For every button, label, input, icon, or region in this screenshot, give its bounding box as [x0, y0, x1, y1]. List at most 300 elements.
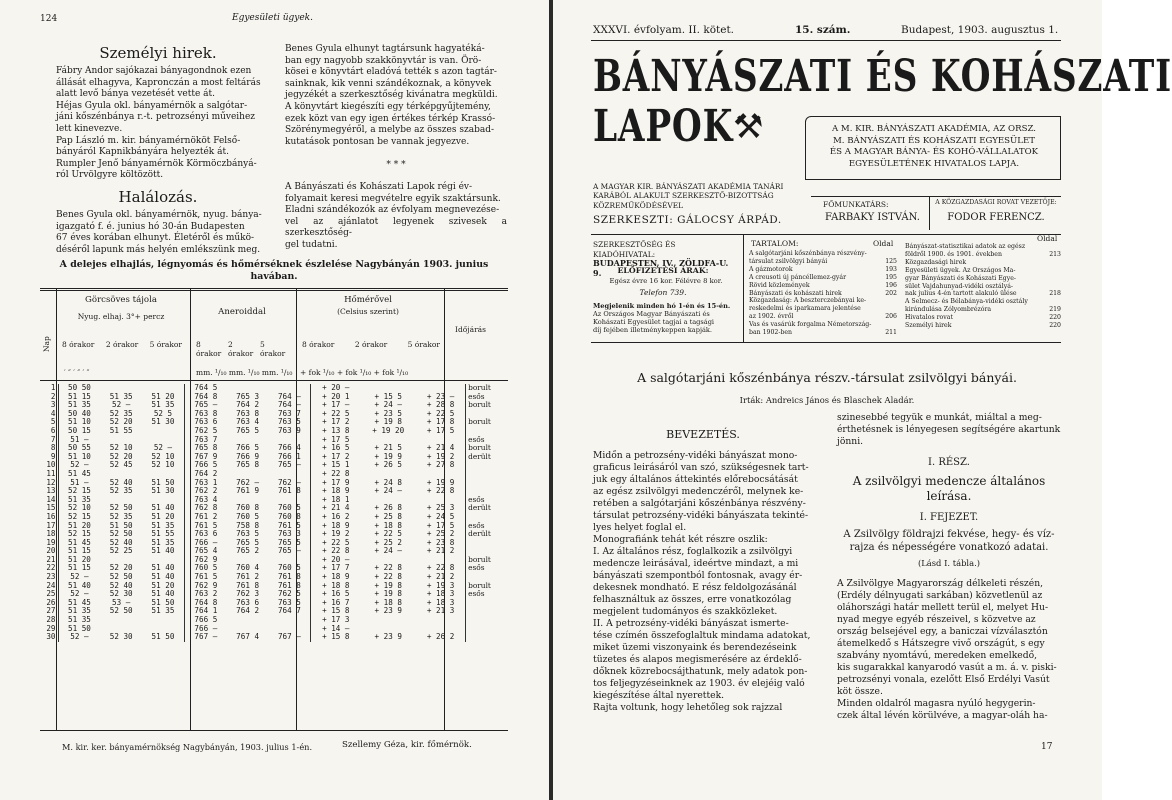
- value-cell: 763 6: [194, 417, 218, 427]
- value-cell: 53 —: [112, 597, 131, 607]
- value-cell: 51 15: [68, 546, 91, 556]
- value-cell: 51 50: [109, 520, 133, 530]
- value-cell: 51 10: [68, 417, 91, 427]
- text-line: érthetésnek is lényegesen segítségére akartunk: [837, 424, 1061, 435]
- masthead-title: BÁNYÁSZATI ÉS KOHÁSZATI: [593, 51, 1172, 102]
- toc-title: TARTALOM:: [751, 239, 799, 248]
- value-cell: 764 8: [194, 391, 218, 401]
- value-cell: + 17 2: [322, 417, 350, 427]
- value-cell: 52 30: [109, 589, 133, 599]
- value-cell: 766 4: [268, 444, 310, 453]
- value-cell: 764 —: [268, 401, 310, 410]
- day-cell: 28: [40, 616, 58, 625]
- text-line: kis sugarakkal kanyarodó vasút a m. á. v. piski-: [837, 662, 1057, 673]
- value-cell: 764 2: [236, 400, 260, 410]
- value-cell: 763 1: [194, 477, 218, 487]
- value-cell: + 22 8: [426, 486, 455, 496]
- toc-entry: Bányászat-statisztikai adatok az egész: [905, 243, 1026, 250]
- value-cell: 762 9: [194, 554, 218, 564]
- toc-entry: Közgazdasági hirek: [905, 258, 967, 266]
- value-cell: + 18 9: [322, 486, 350, 496]
- day-cell: 24: [40, 582, 58, 591]
- value-cell: + 18 1: [322, 494, 350, 504]
- value-cell: 760 8: [236, 503, 260, 513]
- toc-entry: társulat zsilvölgyi bányái 125: [749, 257, 897, 265]
- text-line: medencze leirásával, ideértve mindazt, a mi: [593, 558, 799, 569]
- toc-entry: Közgazdaság: A beszterczebányai ke-: [749, 297, 867, 305]
- value-cell: + 22 8: [426, 563, 455, 573]
- chapter-heading: I. FEJEZET.: [919, 512, 979, 523]
- weather-cell: borult: [466, 418, 508, 427]
- value-cell: 760 5: [236, 511, 260, 521]
- weather-cell: borult: [466, 556, 508, 565]
- section-asterisks: * * *: [386, 160, 406, 170]
- value-cell: 762 —: [236, 477, 260, 487]
- value-cell: 51 40: [142, 504, 184, 513]
- day-cell: 20: [40, 547, 58, 556]
- value-cell: 764 8: [194, 597, 218, 607]
- value-cell: + 22 8: [374, 572, 402, 582]
- value-cell: 52 —: [142, 444, 184, 453]
- text-line: átemelkedő s Hátszegre vivő országút, s egy: [837, 638, 1045, 649]
- value-cell: 763 9: [268, 427, 310, 436]
- header-day: Nap: [42, 336, 51, 352]
- table-row: [40, 487, 508, 496]
- obituary-body: Benes Gyula okl. bányamérnök, nyug. bánya- igazgató f. é. junius hó 30-án Budapesten 67 éves korában elhunyt. Életéről és műkö- déséről lapunk más helyén emlékszünk meg.: [56, 210, 262, 255]
- value-cell: 766 9: [236, 451, 260, 461]
- subscription-title: ELŐFIZETÉSI ÁRAK:: [617, 266, 709, 275]
- econ-name: FODOR FERENCZ.: [947, 212, 1045, 223]
- value-cell: 762 9: [194, 580, 218, 590]
- header-units-aneroid: mm. ¹/₁₀ mm. ¹/₁₀ mm. ¹/₁₀: [196, 368, 293, 377]
- value-cell: + 19 20: [372, 425, 405, 435]
- toc-entry: Személyi hirek 220: [905, 322, 1061, 330]
- weather-cell: esős: [466, 496, 508, 505]
- table-row: [40, 427, 508, 436]
- day-cell: 7: [40, 436, 58, 445]
- value-cell: + 24 —: [374, 486, 402, 496]
- value-cell: + 18 8: [374, 520, 402, 530]
- hammer-icon: ⚒: [733, 107, 764, 147]
- day-cell: 13: [40, 487, 58, 496]
- office-address: SZERKESZTŐSÉG ÉS KIADÓHIVATAL: BUDAPESTEN, IV., ZÖLDFA-U. 9.: [593, 240, 729, 278]
- value-cell: + 16 2: [322, 511, 350, 521]
- value-cell: 51 50: [68, 623, 91, 633]
- value-cell: 765 5: [236, 425, 260, 435]
- personal-news-title: Személyi hirek.: [99, 44, 217, 62]
- text-line: társulat petrozsény-vidéki bányászata tekinté-: [593, 510, 809, 521]
- value-cell: 51 10: [68, 451, 91, 461]
- value-cell: + 17 5: [322, 434, 350, 444]
- value-cell: 762 3: [236, 589, 260, 599]
- col2-body: [837, 578, 1061, 722]
- value-cell: [227, 616, 269, 625]
- value-cell: + 24 —: [374, 546, 402, 556]
- article-authors: Irták: Andreics János és Blaschek Aladár.: [739, 395, 915, 405]
- value-cell: 765 2: [236, 546, 260, 556]
- text-line: megjelent tudományos és szakközleket.: [593, 606, 778, 617]
- footer-signature-place: M. kir. ker. bányamérnökség Nagybányán, 1903. julius 1-én.: [62, 742, 313, 752]
- value-cell: 51 15: [68, 391, 91, 401]
- value-cell: 761 8: [268, 573, 310, 582]
- day-cell: 19: [40, 539, 58, 548]
- value-cell: 763 5: [236, 529, 260, 539]
- day-cell: 27: [40, 607, 58, 616]
- value-cell: + 24 5: [426, 511, 455, 521]
- text-line: I. Az általános rész, foglalkozik a zsilvölgyi: [593, 546, 793, 557]
- value-cell: 51 40: [142, 590, 184, 599]
- value-cell: 51 —: [70, 477, 89, 487]
- value-cell: 52 —: [70, 589, 89, 599]
- value-cell: 766 —: [194, 623, 218, 633]
- day-cell: 9: [40, 453, 58, 462]
- value-cell: + 22 8: [374, 563, 402, 573]
- right-page: [553, 0, 1172, 800]
- value-cell: 765 5: [268, 539, 310, 548]
- value-cell: + 22 5: [374, 529, 402, 539]
- value-cell: 763 8: [236, 408, 260, 418]
- value-cell: 762 5: [268, 590, 310, 599]
- weather-cell: [466, 479, 508, 488]
- value-cell: + 15 8: [322, 632, 350, 642]
- weather-cell: [466, 607, 508, 616]
- value-cell: 52 10: [109, 443, 133, 453]
- left-running-head: Egyesületi ügyek.: [232, 13, 313, 23]
- observation-table-title: A delejes elhajlás, légnyomás és hőmérséknek észlelése Nagybányán 1903. junius havában.: [59, 259, 489, 282]
- text-line: czek által lévén körülvéve, a magyar-oláh ha-: [837, 710, 1048, 721]
- value-cell: 52 50: [109, 529, 133, 539]
- value-cell: 51 35: [109, 391, 133, 401]
- value-cell: 767 —: [194, 632, 218, 642]
- day-cell: 4: [40, 410, 58, 419]
- value-cell: [100, 616, 142, 625]
- toc-page-label-2: Oldal: [1037, 234, 1058, 243]
- weather-cell: [466, 461, 508, 470]
- value-cell: 52 10: [68, 503, 91, 513]
- value-cell: 52 35: [109, 486, 133, 496]
- value-cell: 763 3: [268, 530, 310, 539]
- value-cell: 51 40: [142, 564, 184, 573]
- value-cell: 52 5: [142, 410, 184, 419]
- value-cell: 51 35: [68, 606, 91, 616]
- text-line: Rajta voltunk, hogy lehetőleg sok rajzzal: [593, 702, 783, 713]
- value-cell: 51 35: [142, 401, 184, 410]
- article-title: A salgótarjáni kőszénbánya részv.-társulat zsilvölgyi bányái.: [637, 370, 1017, 385]
- value-cell: + 19 8: [374, 589, 402, 599]
- observation-table: [40, 384, 508, 642]
- value-cell: 760 8: [268, 513, 310, 522]
- weather-cell: esős: [466, 522, 508, 531]
- value-cell: 51 55: [142, 530, 184, 539]
- editor-line: SZERKESZTI: GÁLOCSY ÁRPÁD.: [593, 214, 782, 226]
- value-cell: + 20 1: [322, 391, 350, 401]
- value-cell: 766 5: [236, 443, 260, 453]
- value-cell: 51 15: [68, 563, 91, 573]
- toc-entry: Hivatalos rovat 220: [905, 314, 1061, 322]
- value-cell: 765 5: [236, 537, 260, 547]
- value-cell: 762 —: [268, 479, 310, 488]
- value-cell: 52 40: [109, 580, 133, 590]
- header-aneroid: Aneroiddal: [218, 307, 266, 317]
- part-one-heading: I. RÉSZ.: [928, 457, 970, 468]
- value-cell: + 25 2: [426, 529, 455, 539]
- value-cell: 52 20: [109, 563, 133, 573]
- toc-entry: Rövid közlemények 196: [749, 281, 897, 289]
- text-line: graficus leirásáról van szó, szükségesnek tart-: [593, 462, 809, 473]
- text-line: kiegészítése által nyerettek.: [593, 690, 725, 701]
- value-cell: + 26 5: [374, 460, 402, 470]
- econ-label: A KÖZGAZDASÁGI ROVAT VEZETŐJE:: [935, 199, 1057, 206]
- value-cell: + 15 5: [374, 391, 402, 401]
- value-cell: 51 35: [142, 522, 184, 531]
- weather-cell: derült: [466, 504, 508, 513]
- day-cell: 25: [40, 590, 58, 599]
- value-cell: 761 9: [236, 486, 260, 496]
- value-cell: 765 —: [268, 547, 310, 556]
- text-line: dekesnek mondható. E rész feldolgozásánál: [593, 582, 797, 593]
- day-cell: 1: [40, 384, 58, 393]
- value-cell: + 16 7: [322, 597, 350, 607]
- header-hours-compass: 8 órakor 2 órakor 5 órakor: [62, 340, 182, 349]
- issue-date: Budapest, 1903. augusztus 1.: [901, 24, 1059, 36]
- value-cell: 764 2: [236, 606, 260, 616]
- value-cell: + 21 4: [322, 503, 350, 513]
- org-statement: A M. KIR. BÁNYÁSZATI AKADÉMIA, AZ ORSZ. M. BÁNYÁSZATI ÉS KOHÁSZATI EGYESÜLET ÉS A MAGYAR BÁNYA- ÉS KOHÓ-VÁLLALATOK EGYESÜLETÉNEK HIVATALOS LAPJA.: [829, 124, 1039, 169]
- day-cell: 2: [40, 393, 58, 402]
- value-cell: 52 15: [68, 529, 91, 539]
- toc-entry: sület Vajdahunyad-vidéki osztályá-: [905, 282, 1013, 290]
- value-cell: + 15 8: [322, 606, 350, 616]
- value-cell: 763 6: [194, 529, 218, 539]
- value-cell: 762 8: [194, 503, 218, 513]
- value-cell: 51 40: [142, 547, 184, 556]
- value-cell: 51 20: [142, 393, 184, 402]
- text-line: tüzetes és alapos megismerésére az érdeklő-: [593, 654, 802, 665]
- left-page-number: 124: [40, 14, 58, 24]
- value-cell: 766 —: [194, 537, 218, 547]
- right-page-number: 17: [1041, 742, 1053, 752]
- weather-cell: [466, 625, 508, 634]
- value-cell: 760 5: [268, 504, 310, 513]
- value-cell: + 25 8: [374, 511, 402, 521]
- value-cell: 51 20: [68, 520, 91, 530]
- text-line: juk egy általános áttekintés előrebocsátását: [593, 474, 798, 485]
- value-cell: + 16 5: [322, 443, 350, 453]
- value-cell: + 18 3: [426, 589, 455, 599]
- header-declination: Nyug. elhaj. 3°+ percz: [77, 312, 165, 321]
- value-cell: 763 4: [236, 417, 260, 427]
- value-cell: + 18 3: [426, 597, 455, 607]
- value-cell: + 23 —: [426, 391, 455, 401]
- value-cell: 51 35: [142, 607, 184, 616]
- weather-cell: esős: [466, 590, 508, 599]
- value-cell: 51 30: [142, 487, 184, 496]
- table-reference: (Lásd I. tábla.): [917, 558, 981, 568]
- value-cell: 761 8: [268, 487, 310, 496]
- founded-statement: A MAGYAR KIR. BÁNYÁSZATI AKADÉMIA TANÁRI KARÁBÓL ALAKULT SZERKESZTŐ-BIZOTTSÁG KÖZREMŰKÖDÉSÉVEL: [593, 182, 784, 210]
- value-cell: + 23 8: [426, 537, 455, 547]
- chief-label: FŐMUNKATÁRS:: [823, 200, 889, 209]
- value-cell: 763 2: [194, 589, 218, 599]
- chief-name: FARBAKY ISTVÁN.: [825, 212, 920, 223]
- value-cell: 760 5: [194, 563, 218, 573]
- weather-cell: esős: [466, 564, 508, 573]
- value-cell: + 21 4: [426, 443, 455, 453]
- value-cell: 51 45: [68, 537, 91, 547]
- value-cell: 50 50: [68, 383, 91, 392]
- text-line: az egész zsilvölgyi medenczéről, melynek ke-: [593, 486, 804, 497]
- value-cell: 51 50: [142, 599, 184, 608]
- toc-entry: Egyesületi ügyek. Az Országos Ma-: [905, 266, 1016, 274]
- personal-news-body: Fábry Andor sajókazai bányagondnok ezen állását elhagyva, Kapronczán a most feltárás alatt levő bánya vezetését vette át. Héjas Gyula okl. bányamérnök a salgótar- jáni kőszénbánya r.-t. petrozsényi műveihez lett kinevezve. Pap László m. kir. bányamérnököt Felső- bányáról Kapnikbányára helyezték át. Rumpler Jenő bányamérnök Körmöczbányá- ról Urvölgyre költözött.: [56, 66, 261, 181]
- value-cell: 52 20: [109, 451, 133, 461]
- table-row: [40, 616, 508, 625]
- day-cell: 29: [40, 625, 58, 634]
- weather-cell: borult: [466, 582, 508, 591]
- value-cell: 51 55: [109, 425, 133, 435]
- value-cell: 761 5: [194, 572, 218, 582]
- value-cell: + 20 —: [322, 554, 350, 564]
- day-cell: 14: [40, 496, 58, 505]
- value-cell: + 17 5: [426, 520, 455, 530]
- value-cell: + 17 2: [322, 451, 350, 461]
- value-cell: 765 3: [236, 391, 260, 401]
- table-row: [40, 547, 508, 556]
- chapter-title: A Zsilvölgy földrajzi fekvése, hegy- és víz- rajza és népességére vonatkozó adatai.: [843, 529, 1055, 553]
- value-cell: 766 5: [194, 460, 218, 470]
- value-cell: 51 20: [68, 554, 91, 564]
- value-cell: + 17 5: [426, 425, 455, 435]
- text-line: bányászati szempontból fontosnak, avagy ér-: [593, 570, 803, 581]
- text-line: nyad megye egyéb részeivel, s közvetve az: [837, 614, 1036, 625]
- text-line: felhasználtuk az összes, erre vonatkozólag: [593, 594, 792, 605]
- value-cell: 52 35: [109, 511, 133, 521]
- value-cell: 52 40: [109, 477, 133, 487]
- header-celsius: (Celsius szerint): [337, 307, 399, 316]
- toc-entry: gyar Bányászati és Kohászati Egye-: [905, 274, 1016, 282]
- weather-cell: borult: [466, 444, 508, 453]
- toc-entry: reskedelmi és iparkamara jelentése: [749, 305, 861, 313]
- value-cell: + 23 9: [374, 632, 402, 642]
- text-line: oláhországi határ mellett terül el, melyet Hu-: [837, 602, 1049, 613]
- subscription-prices: Egész évre 16 kor. Félévre 8 kor.: [609, 277, 723, 285]
- day-cell: 11: [40, 470, 58, 479]
- text-line: Midőn a petrozsény-vidéki bányászat mono-: [593, 450, 798, 461]
- weather-cell: esős: [466, 436, 508, 445]
- day-cell: 16: [40, 513, 58, 522]
- masthead-lapok: LAPOK: [593, 101, 734, 152]
- value-cell: 764 1: [194, 606, 218, 616]
- value-cell: + 25 2: [374, 537, 402, 547]
- toc-page-label-1: Oldal: [873, 239, 894, 248]
- value-cell: + 18 8: [374, 597, 402, 607]
- value-cell: 767 —: [268, 633, 310, 642]
- value-cell: 50 15: [68, 425, 91, 435]
- header-compass: Görcsöves tájola: [85, 295, 157, 305]
- value-cell: 52 10: [142, 453, 184, 462]
- header-hours-aneroid: 8 órakor 2 órakor 5 órakor: [196, 340, 286, 358]
- toc-entry: A creusoti új páncéllemez-gyár 195: [749, 273, 897, 281]
- value-cell: 766 1: [268, 453, 310, 462]
- volume-label: XXXVI. évfolyam. II. kötet.: [593, 24, 735, 36]
- day-cell: 3: [40, 401, 58, 410]
- value-cell: + 19 8: [374, 417, 402, 427]
- library-notice: Benes Gyula elhunyt tagtársunk hagyatéká- ban egy nagyobb szakkönyvtár is van. Örö- kösei e könyvtárt eladóvá tették s azon tagtár- sainknak, kik venni szándékoznak, a könyvek jegyzékét a szerkesztőség kivánatra megküldi. A könyvtárt kiegészíti egy térképgyűjtemény, ezek közt van egy igen értékes térkép Krassó- Szörénymegyéről, a melybe az összes szabad- kutatások pontosan be vannak jegyezve.: [285, 44, 498, 147]
- value-cell: 50 55: [68, 443, 91, 453]
- value-cell: + 22 5: [426, 408, 455, 418]
- value-cell: 52 50: [109, 503, 133, 513]
- value-cell: 761 5: [194, 520, 218, 530]
- value-cell: 52 50: [109, 572, 133, 582]
- value-cell: + 19 2: [426, 451, 455, 461]
- value-cell: 52 —: [112, 400, 131, 410]
- text-line: retében a salgótarjáni kőszénbánya részvény-: [593, 498, 806, 509]
- value-cell: 52 35: [109, 408, 133, 418]
- value-cell: 50 40: [68, 408, 91, 418]
- day-cell: 18: [40, 530, 58, 539]
- value-cell: + 24 —: [374, 400, 402, 410]
- value-cell: 52 15: [68, 511, 91, 521]
- value-cell: 52 45: [109, 460, 133, 470]
- value-cell: + 28 8: [426, 400, 455, 410]
- value-cell: 51 40: [68, 580, 91, 590]
- value-cell: 761 5: [268, 522, 310, 531]
- part-one-title: A zsilvölgyi medencze általános leírása.: [852, 474, 1046, 503]
- value-cell: 762 5: [194, 425, 218, 435]
- text-line: tos feljegyzéseinknek az 1903. év elejéig való: [593, 678, 805, 689]
- value-cell: 52 —: [70, 460, 89, 470]
- toc-entry: ban 1902-ben 211: [749, 329, 897, 337]
- value-cell: 51 35: [68, 494, 91, 504]
- value-cell: 767 9: [194, 451, 218, 461]
- value-cell: + 18 9: [322, 520, 350, 530]
- header-weather: Időjárás: [455, 325, 486, 334]
- obituary-title: Halálozás.: [118, 188, 198, 206]
- value-cell: 51 30: [142, 418, 184, 427]
- value-cell: + 22 8: [322, 546, 350, 556]
- day-cell: 17: [40, 522, 58, 531]
- weather-cell: derült: [466, 530, 508, 539]
- value-cell: 764 5: [194, 383, 218, 392]
- value-cell: + 13 8: [322, 425, 350, 435]
- value-cell: 51 35: [142, 539, 184, 548]
- value-cell: + 19 9: [374, 451, 402, 461]
- value-cell: [142, 427, 184, 436]
- header-units-thermo: + fok ¹/₁₀ + fok ¹/₁₀ + fok ¹/₁₀: [300, 368, 409, 377]
- value-cell: 763 5: [268, 599, 310, 608]
- value-cell: 761 8: [268, 582, 310, 591]
- text-line: jönni.: [837, 436, 864, 447]
- value-cell: 760 5: [268, 564, 310, 573]
- value-cell: + 21 2: [426, 572, 455, 582]
- value-cell: 762 2: [194, 486, 218, 496]
- toc-entry: A Selmecz- és Bélabánya-vidéki osztály: [905, 298, 1028, 306]
- value-cell: 51 35: [68, 615, 91, 625]
- text-line: (Erdély délnyugati sarkában) közvetlenül az: [837, 590, 1043, 601]
- value-cell: 765 8: [236, 460, 260, 470]
- day-cell: 30: [40, 633, 58, 642]
- value-cell: + 19 9: [426, 477, 455, 487]
- day-cell: 12: [40, 479, 58, 488]
- toc-entry: földről 1900. és 1901. években 213: [905, 250, 1061, 258]
- value-cell: 763 7: [194, 434, 218, 444]
- toc-entry: kirándulása Zólyombrézóra 219: [905, 306, 1061, 314]
- value-cell: + 19 2: [322, 529, 350, 539]
- value-cell: + 20 —: [322, 383, 350, 392]
- value-cell: 51 20: [142, 513, 184, 522]
- back-issues-notice: A Bányászati és Kohászati Lapok régi év- folyamait keresi megvételre egyik szaktársunk. Eladni szándékozók az évfolyam megnevezése- vel az ajánlatot legyenek szivesek a szerkesztőség- gel tudatni.: [285, 182, 507, 250]
- table-row: [40, 607, 508, 616]
